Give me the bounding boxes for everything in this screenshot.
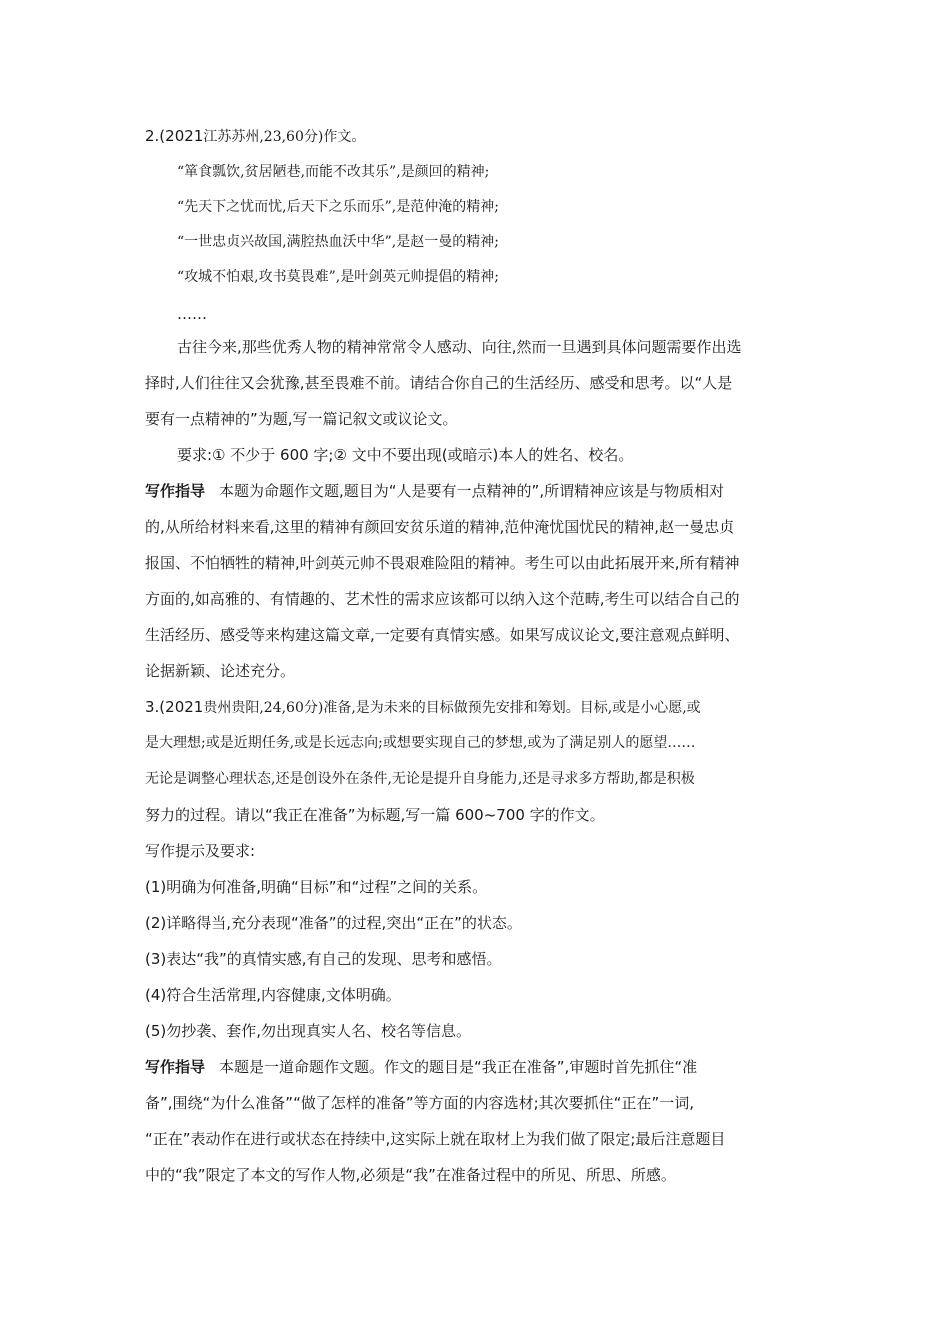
q2-header [145,126,365,147]
q2-requirements: 要求:① 不少于 600 字;② 文中不要出现(或暗示)本人的姓名、校名。 [177,446,634,464]
q3-guide-line: 中的“我”限定了本文的写作人物,必须是“我”在准备过程中的所见、所思、所感。 [145,1166,676,1184]
q2-guide-first-line [145,481,724,501]
q2-guide-line: 论据新颖、论述充分。 [145,662,296,680]
q3-guide-line: “正在”表动作在进行或状态在持续中,这实际上就在取材上为我们做了限定;最后注意题目 [145,1130,726,1148]
q2-body-line: 古往今来,那些优秀人物的精神常常令人感动、向往,然而一旦遇到具体问题需要作出选 [177,338,742,356]
q3-tip: (3)表达“我”的真情实感,有自己的发现、思考和感悟。 [145,950,502,968]
q2-guide-line: 的,从所给材料来看,这里的精神有颜回安贫乐道的精神,范仲淹忧国忧民的精神,赵一曼忠贞 [145,518,735,536]
q2-quote: “箪食瓢饮,贫居陋巷,而能不改其乐”,是颜回的精神; [177,164,490,180]
q2-body-line: 要有一点精神的”为题,写一篇记叙文或议论文。 [145,410,458,428]
q3-header [145,697,701,718]
q3-tip: (5)勿抄袭、套作,勿出现真实人名、校名等信息。 [145,1022,472,1040]
q2-ellipsis: …… [177,305,207,323]
q3-guide-first-line [145,1057,697,1077]
q2-quote: “一世忠贞兴故国,满腔热血沃中华”,是赵一曼的精神; [177,234,499,250]
q2-body-line: 择时,人们往往又会犹豫,甚至畏难不前。请结合你自己的生活经历、感受和思考。以“人是 [145,374,733,392]
q2-guide-line: 方面的,如高雅的、有情趣的、艺术性的需求应该都可以纳入这个范畴,考生可以结合自己的 [145,590,740,608]
q2-guide-label: 写作指导 [145,482,206,500]
q2-source: 江苏苏州,23,60分)作文。 [203,129,366,145]
q2-quote: “攻城不怕艰,攻书莫畏难”,是叶剑英元帅提倡的精神; [177,269,499,285]
q2-quote: “先天下之忧而忧,后天下之乐而乐”,是范仲淹的精神; [177,199,499,215]
q3-guide-label: 写作指导 [145,1058,206,1076]
q2-guide-line: 生活经历、感受等来构建这篇文章,一定要有真情实感。如果写成议论文,要注意观点鲜明、 [145,626,740,644]
q3-prompt-line: 努力的过程。请以“我正在准备”为标题,写一篇 600~700 字的作文。 [145,806,605,824]
q3-source: 贵州贵阳,24,60分)准备,是为未来的目标做预先安排和筹划。目标,或是小心愿,或 [203,700,701,716]
q3-guide-line: 本题是一道命题作文题。作文的题目是“我正在准备”,审题时首先抓住“准 [219,1058,698,1076]
q3-tip: (1)明确为何准备,明确“目标”和“过程”之间的关系。 [145,878,488,896]
q3-tip: (4)符合生活常理,内容健康,文体明确。 [145,986,401,1004]
q2-number: 2.(2021 [145,127,204,145]
q3-tips-title: 写作提示及要求: [145,842,256,860]
q3-guide-line: 备”,围绕“为什么准备”“做了怎样的准备”等方面的内容选材;其次要抓住“正在”一词, [145,1094,694,1112]
q3-prompt-line: 无论是调整心理状态,还是创设外在条件,无论是提升自身能力,还是寻求多方帮助,都是积极 [145,771,695,787]
q2-guide-line: 本题为命题作文题,题目为“人是要有一点精神的”,所谓精神应该是与物质相对 [219,482,725,500]
q3-number: 3.(2021 [145,698,204,716]
q3-tip: (2)详略得当,充分表现“准备”的过程,突出“正在”的状态。 [145,914,522,932]
q2-guide-line: 报国、不怕牺牲的精神,叶剑英元帅不畏艰难险阻的精神。考生可以由此拓展开来,所有精神 [145,554,740,572]
q3-prompt-line: 是大理想;或是近期任务,或是长远志向;或想要实现自己的梦想,或为了满足别人的愿望…… [145,735,696,751]
